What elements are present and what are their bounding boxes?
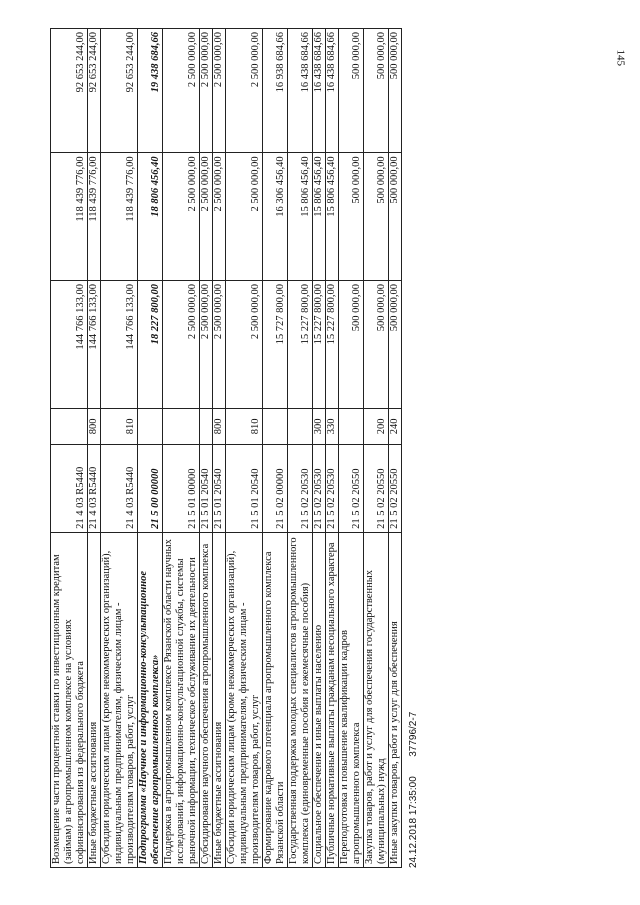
table-row bbox=[326, 29, 339, 868]
row-value-3: 500 000,00 bbox=[339, 29, 364, 153]
row-name: Субсидии юридическим лицам (кроме некоммерческих организаций), индивидуальным предпринимателям, физическим лицам - производителям товаров, работ, услуг bbox=[101, 532, 138, 867]
table-row bbox=[101, 29, 138, 868]
row-value-1: 15 227 800,00 bbox=[326, 280, 339, 408]
row-value-1: 2 500 000,00 bbox=[226, 280, 263, 408]
row-name: Иные бюджетные ассигнования bbox=[88, 532, 101, 867]
table-row bbox=[51, 29, 88, 868]
table-row bbox=[200, 29, 213, 868]
row-value-3: 16 438 684,66 bbox=[326, 29, 339, 153]
table-row bbox=[364, 29, 389, 868]
row-value-3: 500 000,00 bbox=[389, 29, 402, 153]
row-expense-type bbox=[200, 408, 213, 445]
row-expense-type: 800 bbox=[213, 408, 226, 445]
row-code: 21 5 02 20550 bbox=[339, 445, 364, 533]
row-code: 21 4 03 R5440 bbox=[101, 445, 138, 533]
row-value-3: 16 438 684,66 bbox=[313, 29, 326, 153]
footer-timestamp: 24.12.2018 17:35:00 bbox=[408, 776, 419, 868]
row-name: Социальное обеспечение и иные выплаты населению bbox=[313, 532, 326, 867]
row-value-2: 118 439 776,00 bbox=[88, 153, 101, 281]
row-name: Возмещение части процентной ставки по инвестиционным кредитам (займам) в агропромышленном комплексе на условиях софинансирования из федерального бюджета bbox=[51, 532, 88, 867]
row-value-2: 500 000,00 bbox=[389, 153, 402, 281]
row-code: 21 5 02 00000 bbox=[263, 445, 288, 533]
row-expense-type: 240 bbox=[389, 408, 402, 445]
row-value-2: 500 000,00 bbox=[364, 153, 389, 281]
row-value-3: 2 500 000,00 bbox=[200, 29, 213, 153]
row-value-3: 16 938 684,66 bbox=[263, 29, 288, 153]
row-name: Переподготовка и повышение квалификации кадров агропромышленного комплекса bbox=[339, 532, 364, 867]
row-value-3: 2 500 000,00 bbox=[226, 29, 263, 153]
row-value-1: 500 000,00 bbox=[389, 280, 402, 408]
row-value-2: 2 500 000,00 bbox=[200, 153, 213, 281]
row-value-2: 15 806 456,40 bbox=[288, 153, 313, 281]
row-expense-type bbox=[288, 408, 313, 445]
row-value-1: 15 227 800,00 bbox=[288, 280, 313, 408]
row-value-1: 144 766 133,00 bbox=[88, 280, 101, 408]
table-row bbox=[88, 29, 101, 868]
row-name: Поддержка в агропромышленном комплексе Рязанской области научных исследований, информационно-консультационной службы, системы рыночной информации, техническое обслуживание их деятельности bbox=[163, 532, 200, 867]
row-name: Публичные нормативные выплаты гражданам несоциального характера bbox=[326, 532, 339, 867]
row-value-2: 500 000,00 bbox=[339, 153, 364, 281]
row-value-3: 2 500 000,00 bbox=[163, 29, 200, 153]
row-expense-type: 200 bbox=[364, 408, 389, 445]
table-row bbox=[213, 29, 226, 868]
row-value-3: 92 653 244,00 bbox=[101, 29, 138, 153]
row-code: 21 5 01 20540 bbox=[213, 445, 226, 533]
table-row bbox=[163, 29, 200, 868]
row-code: 21 5 02 20550 bbox=[389, 445, 402, 533]
row-code: 21 5 01 20540 bbox=[226, 445, 263, 533]
row-value-1: 2 500 000,00 bbox=[213, 280, 226, 408]
row-value-2: 18 806 456,40 bbox=[138, 153, 163, 281]
row-code: 21 5 02 20530 bbox=[288, 445, 313, 533]
row-value-2: 2 500 000,00 bbox=[163, 153, 200, 281]
row-value-3: 19 438 684,66 bbox=[138, 29, 163, 153]
row-expense-type bbox=[51, 408, 88, 445]
row-name: Государственная поддержка молодых специалистов агропромышленного комплекса (единовременные пособия и ежемесячные пособия) bbox=[288, 532, 313, 867]
row-value-3: 2 500 000,00 bbox=[213, 29, 226, 153]
row-code: 21 4 03 R5440 bbox=[88, 445, 101, 533]
row-value-1: 144 766 133,00 bbox=[51, 280, 88, 408]
row-expense-type: 330 bbox=[326, 408, 339, 445]
budget-table bbox=[50, 28, 402, 868]
row-name: Закупка товаров, работ и услуг для обеспечения государственных (муниципальных) нужд bbox=[364, 532, 389, 867]
row-value-3: 16 438 684,66 bbox=[288, 29, 313, 153]
table-row bbox=[313, 29, 326, 868]
row-value-1: 500 000,00 bbox=[364, 280, 389, 408]
row-value-2: 15 806 456,40 bbox=[326, 153, 339, 281]
row-value-2: 2 500 000,00 bbox=[226, 153, 263, 281]
row-value-1: 15 727 800,00 bbox=[263, 280, 288, 408]
row-name: Субсидирование научного обеспечения агропромышленного комплекса bbox=[200, 532, 213, 867]
row-code: 21 5 01 20540 bbox=[200, 445, 213, 533]
row-value-3: 500 000,00 bbox=[364, 29, 389, 153]
row-expense-type bbox=[339, 408, 364, 445]
row-expense-type: 300 bbox=[313, 408, 326, 445]
row-value-3: 92 653 244,00 bbox=[88, 29, 101, 153]
row-expense-type bbox=[263, 408, 288, 445]
row-code: 21 4 03 R5440 bbox=[51, 445, 88, 533]
table-row bbox=[138, 29, 163, 868]
table-row bbox=[389, 29, 402, 868]
footer-doc-code: 37796/2-7 bbox=[408, 711, 419, 757]
row-value-1: 2 500 000,00 bbox=[200, 280, 213, 408]
table-row bbox=[263, 29, 288, 868]
row-value-2: 15 806 456,40 bbox=[313, 153, 326, 281]
row-expense-type: 810 bbox=[226, 408, 263, 445]
page-number: 145 bbox=[614, 49, 626, 66]
row-value-3: 92 653 244,00 bbox=[51, 29, 88, 153]
row-expense-type bbox=[138, 408, 163, 445]
row-name: Иные закупки товаров, работ и услуг для обеспечения bbox=[389, 532, 402, 867]
row-name: Иные бюджетные ассигнования bbox=[213, 532, 226, 867]
row-code: 21 5 02 20550 bbox=[364, 445, 389, 533]
row-value-2: 16 306 456,40 bbox=[263, 153, 288, 281]
row-expense-type bbox=[163, 408, 200, 445]
table-row bbox=[339, 29, 364, 868]
row-value-1: 500 000,00 bbox=[339, 280, 364, 408]
row-expense-type: 810 bbox=[101, 408, 138, 445]
document-footer bbox=[408, 28, 419, 868]
table-row bbox=[288, 29, 313, 868]
row-value-1: 144 766 133,00 bbox=[101, 280, 138, 408]
row-value-1: 2 500 000,00 bbox=[163, 280, 200, 408]
row-value-1: 15 227 800,00 bbox=[313, 280, 326, 408]
row-expense-type: 800 bbox=[88, 408, 101, 445]
row-name: Формирование кадрового потенциала агропромышленного комплекса Рязанской области bbox=[263, 532, 288, 867]
row-value-1: 18 227 800,00 bbox=[138, 280, 163, 408]
row-value-2: 118 439 776,00 bbox=[51, 153, 88, 281]
row-code: 21 5 02 20530 bbox=[313, 445, 326, 533]
row-name: Субсидии юридическим лицам (кроме некоммерческих организаций), индивидуальным предпринимателям, физическим лицам - производителям товаров, работ, услуг bbox=[226, 532, 263, 867]
row-code: 21 5 02 20530 bbox=[326, 445, 339, 533]
table-row bbox=[226, 29, 263, 868]
row-code: 21 5 00 00000 bbox=[138, 445, 163, 533]
row-code: 21 5 01 00000 bbox=[163, 445, 200, 533]
row-name: Подпрограмма «Научное и информационно-консультационное обеспечение агропромышленного комплекса» bbox=[138, 532, 163, 867]
document-body bbox=[50, 28, 610, 868]
row-value-2: 118 439 776,00 bbox=[101, 153, 138, 281]
row-value-2: 2 500 000,00 bbox=[213, 153, 226, 281]
